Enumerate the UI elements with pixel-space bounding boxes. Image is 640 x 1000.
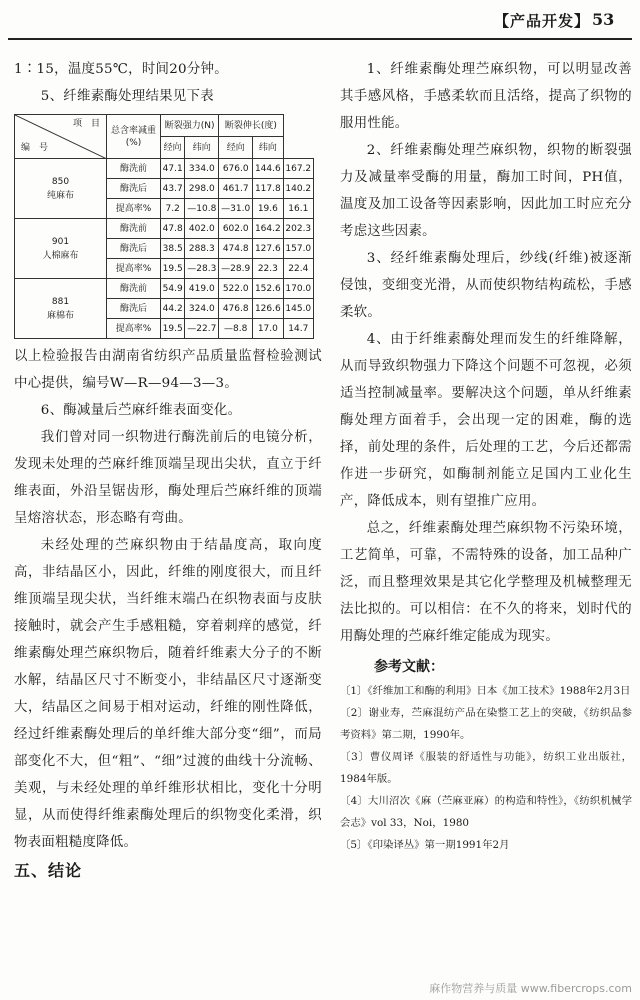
reference-item: 〔5〕《印染译丛》第一期1991年2月 — [340, 839, 510, 851]
page-number: 53 — [592, 10, 615, 29]
stage-cell: 提高率% — [107, 259, 161, 279]
stage-cell: 酶洗前 — [107, 219, 161, 239]
reference-item: 〔4〕大川沼次《麻（苎麻亚麻）的构造和特性》，《纺织机械学会志》vol 33，Noi，1980 — [340, 795, 632, 829]
subheader-cell: 纬向 — [185, 137, 219, 159]
value-cell: 298.0 — [185, 179, 219, 199]
value-cell: —31.0 — [219, 199, 253, 219]
value-cell: 164.2 — [253, 219, 283, 239]
weight-header — [107, 115, 161, 159]
summary-paragraph: 总之，纤维素酶处理苎麻织物不污染环境，工艺简单，可靠，不需特殊的设备，加工品种广泛，而且整理效果是其它化学整理及机械整理无法比拟的。可以相信：在不久的将来，划时代的用酶处理的苎麻纤维定能成为现实。 — [340, 521, 632, 644]
conclusion-heading: 五、结论 — [14, 861, 83, 880]
value-cell: 676.0 — [219, 159, 253, 179]
stage-cell: 提高率% — [107, 199, 161, 219]
fabric-cell — [15, 219, 107, 279]
value-cell: 152.6 — [253, 279, 283, 299]
value-cell: 140.2 — [283, 179, 313, 199]
value-cell: 47.8 — [161, 219, 185, 239]
value-cell: 145.0 — [283, 299, 313, 319]
value-cell: 127.6 — [253, 239, 283, 259]
item5-title: 5、纤维素酶处理结果见下表 — [40, 89, 214, 104]
value-cell: —28.9 — [219, 259, 253, 279]
value-cell: 43.7 — [161, 179, 185, 199]
conclusion-3: 3、经纤维素酶处理后，纱线(纤维)被逐渐侵蚀，变细变光滑，从而使织物结构疏松，手感柔软。 — [340, 251, 632, 320]
left-column — [14, 56, 322, 1000]
value-cell: 167.2 — [283, 159, 313, 179]
reference-item: 〔3〕曹仪周译《服装的舒适性与功能》，纺织工业出版社，1984年版。 — [340, 751, 632, 785]
value-cell: 419.0 — [185, 279, 219, 299]
value-cell: 474.8 — [219, 239, 253, 259]
subheader-cell: 纬向 — [253, 137, 283, 159]
value-cell: —22.7 — [185, 319, 219, 339]
value-cell: 602.0 — [219, 219, 253, 239]
fabric-cell — [15, 159, 107, 219]
value-cell: 14.7 — [283, 319, 313, 339]
references-list — [340, 680, 632, 856]
stage-cell: 酶洗后 — [107, 179, 161, 199]
value-cell: 44.2 — [161, 299, 185, 319]
value-cell: 7.2 — [161, 199, 185, 219]
conclusion-1: 1、纤维素酶处理苎麻织物，可以明显改善其手感风格，手感柔软而且活络，提高了织物的服用性能。 — [340, 62, 632, 131]
value-cell: —8.8 — [219, 319, 253, 339]
strength-header: 断裂强力(N) — [161, 115, 219, 137]
stage-cell: 提高率% — [107, 319, 161, 339]
value-cell: 476.8 — [219, 299, 253, 319]
value-cell: 334.0 — [185, 159, 219, 179]
fabric-code: 850 — [51, 176, 70, 187]
value-cell: 170.0 — [283, 279, 313, 299]
value-cell: 19.6 — [253, 199, 283, 219]
value-cell: 17.0 — [253, 319, 283, 339]
value-cell: 202.3 — [283, 219, 313, 239]
value-cell: 19.5 — [161, 319, 185, 339]
value-cell: —10.8 — [185, 199, 219, 219]
value-cell: 324.0 — [185, 299, 219, 319]
fabric-cell — [15, 279, 107, 339]
reference-item: 〔1〕《纤维加工和酶的利用》日本《加工技术》1988年2月3日 — [340, 685, 631, 697]
conclusion-4: 4、由于纤维素酶处理而发生的纤维降解，从而导致织物强力下降这个问题不可忽视，必须适当控制减量率。要解决这个问题，单从纤维素酶处理方面着手，会出现一定的困难，酶的选择，前处理的条件，后处理的工艺，今后还都需作进一步研究，如酶制剂能立足国内工业化生产，降低成本，则有望推广应用。 — [340, 332, 632, 509]
value-cell: 402.0 — [185, 219, 219, 239]
subheader-cell: 经向 — [161, 137, 185, 159]
section-label: 【产品开发】 — [494, 12, 591, 30]
value-cell: 288.3 — [185, 239, 219, 259]
diag-item-label: 项 目 — [72, 119, 100, 129]
stage-cell: 酶洗后 — [107, 239, 161, 259]
stage-cell: 酶洗前 — [107, 159, 161, 179]
value-cell: 54.9 — [161, 279, 185, 299]
site-watermark: 麻作物营养与质量 www.fibercrops.com — [429, 982, 632, 995]
header-rule — [8, 38, 632, 40]
value-cell: —28.3 — [185, 259, 219, 279]
value-cell: 117.8 — [253, 179, 283, 199]
diagonal-header-cell — [15, 115, 107, 159]
table-row — [15, 219, 314, 239]
diag-number-label: 编 号 — [21, 143, 49, 153]
table-row — [15, 279, 314, 299]
subheader-cell: 经向 — [219, 137, 253, 159]
table-row — [15, 159, 314, 179]
reference-item: 〔2〕谢业寿，苎麻混纺产品在染整工艺上的突破，《纺织品参考资料》第二期，1990年。 — [340, 707, 632, 741]
value-cell: 144.6 — [253, 159, 283, 179]
untreated-paragraph: 未经处理的苎麻织物由于结晶度高，取向度高，非结晶区小，因此，纤维的刚度很大，而且纤维顶端呈现尖状，当纤维末端凸在织物表面与皮肤接触时，就会产生手感粗糙，穿着刺痒的感觉，纤维素酶处理苎麻织物后，随着纤维素大分子的不断水解，结晶区尺寸不断变小，非结晶区尺寸逐渐变大，结晶区之间易于相对运动，纤维的刚性降低，经过纤维素酶处理后的单纤维大部分变“细”，而局部变化不大，但“粗”、“细”过渡的曲线十分流畅、美观，与未经处理的单纤维形状相比，变化十分明显，从而使得纤维素酶处理后的织物变化柔滑，织物表面粗糙度降低。 — [14, 538, 322, 850]
elongation-header: 断裂伸长(度) — [219, 115, 283, 137]
micro-paragraph: 我们曾对同一织物进行酶洗前后的电镜分析，发现未处理的苎麻纤维顶端呈现出尖状，直立于纤维表面，外沿呈锯齿形，酶处理后苎麻纤维的顶端呈熔溶状态，形态略有弯曲。 — [14, 430, 322, 526]
value-cell: 22.3 — [253, 259, 283, 279]
value-cell: 461.7 — [219, 179, 253, 199]
stage-cell: 酶洗前 — [107, 279, 161, 299]
value-cell: 19.5 — [161, 259, 185, 279]
item6-title: 6、酶减量后苎麻纤维表面变化。 — [40, 403, 242, 418]
value-cell: 522.0 — [219, 279, 253, 299]
value-cell: 22.4 — [283, 259, 313, 279]
fabric-code: 881 — [51, 296, 70, 307]
value-cell: 16.1 — [283, 199, 313, 219]
fabric-code: 901 — [51, 236, 70, 247]
stage-cell: 酶洗后 — [107, 299, 161, 319]
fabric-name: 人棉麻布 — [42, 250, 79, 261]
weight-header-text: 总含率减重 — [110, 125, 156, 136]
page-header — [0, 0, 640, 44]
report-paragraph: 以上检验报告由湖南省纺织产品质量监督检验测试中心提供，编号W—R—94—3—3。 — [14, 349, 322, 391]
table-header-row — [15, 115, 314, 137]
fabric-name: 麻棉布 — [46, 310, 74, 321]
right-column — [340, 56, 632, 1000]
value-cell: 38.5 — [161, 239, 185, 259]
references-heading: 参考文献： — [374, 659, 444, 675]
condition-line: 1∶15，温度55℃，时间20分钟。 — [14, 62, 228, 77]
weight-header-unit: (%) — [125, 137, 142, 148]
results-table — [14, 114, 314, 339]
value-cell: 47.1 — [161, 159, 185, 179]
fabric-name: 纯麻布 — [46, 190, 74, 201]
value-cell: 126.6 — [253, 299, 283, 319]
value-cell: 157.0 — [283, 239, 313, 259]
conclusion-2: 2、纤维素酶处理苎麻织物，织物的断裂强力及减量率受酶的用量，酶加工时间，PH值，温度及加工设备等因素影响，因此加工时应充分考虑这些因素。 — [340, 143, 632, 239]
